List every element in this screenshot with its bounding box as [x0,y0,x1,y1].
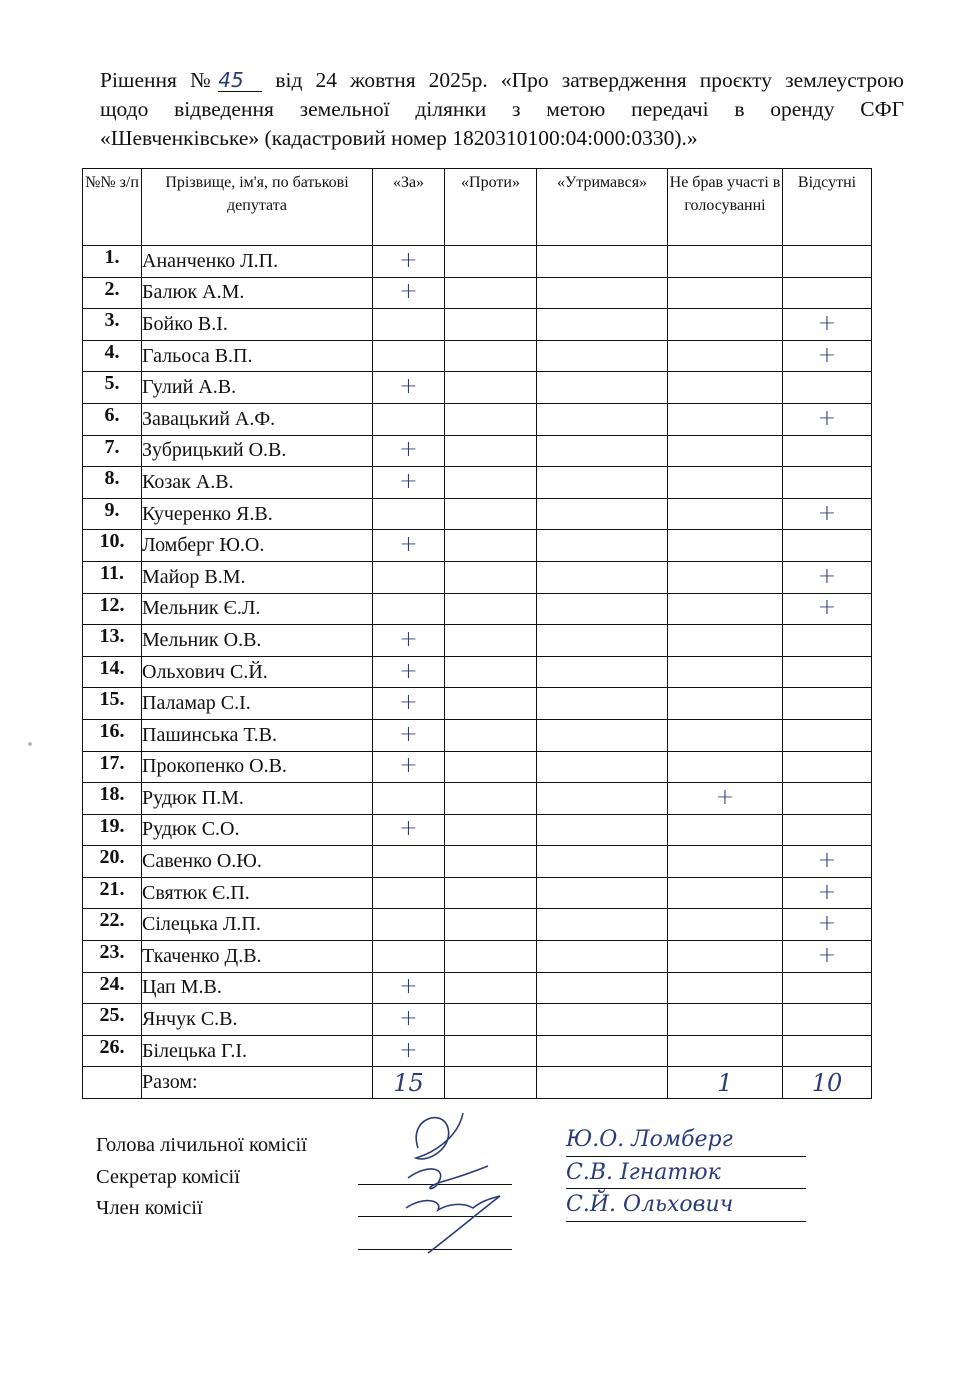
document-header [100,66,904,153]
row-number: 4. [83,340,142,372]
vote-cell-not_voted [668,972,783,1004]
col-header-num: №№ з/п [83,169,142,246]
chair-label: Голова лічильної комісії [96,1134,307,1156]
total-absent: 10 [811,1068,843,1097]
table-body [83,246,872,1067]
vote-mark: + [817,563,837,589]
vote-cell-utrymavsia [537,719,668,751]
vote-cell-proty [445,372,537,404]
row-number: 24. [83,972,142,1004]
table-row [83,277,872,309]
vote-cell-utrymavsia [537,372,668,404]
deputy-name: Мельник Є.Л. [142,593,373,625]
vote-cell-za [373,530,445,562]
row-number: 8. [83,467,142,499]
vote-cell-not_voted [668,593,783,625]
row-number: 21. [83,877,142,909]
vote-cell-proty [445,688,537,720]
table-row [83,814,872,846]
vote-cell-utrymavsia [537,909,668,941]
vote-cell-za [373,972,445,1004]
table-row [83,246,872,278]
col-header-name: Прізвище, ім'я, по батькові депутата [142,169,373,246]
handwritten-signatures [388,1108,528,1258]
vote-cell-proty [445,340,537,372]
vote-cell-proty [445,972,537,1004]
vote-cell-za [373,688,445,720]
vote-cell-not_voted [668,941,783,973]
totals-row [83,1067,872,1099]
vote-cell-utrymavsia [537,814,668,846]
table-row [83,656,872,688]
deputy-name: Рудюк П.М. [142,783,373,815]
table-row [83,688,872,720]
vote-cell-not_voted [668,309,783,341]
deputy-name: Ольхович С.Й. [142,656,373,688]
vote-mark: + [817,405,837,431]
table-row [83,593,872,625]
table-row [83,372,872,404]
vote-cell-absent [783,941,872,973]
table-row [83,1004,872,1036]
vote-cell-utrymavsia [537,403,668,435]
vote-mark: + [817,342,837,368]
vote-cell-proty [445,846,537,878]
vote-cell-utrymavsia [537,656,668,688]
vote-cell-proty [445,909,537,941]
deputy-name: Білецька Г.І. [142,1035,373,1067]
vote-cell-absent [783,340,872,372]
table-row [83,972,872,1004]
vote-cell-not_voted [668,435,783,467]
deputy-name: Янчук С.В. [142,1004,373,1036]
deputy-name: Савенко О.Ю. [142,846,373,878]
row-number: 11. [83,561,142,593]
vote-cell-utrymavsia [537,877,668,909]
vote-cell-not_voted [668,656,783,688]
vote-cell-utrymavsia [537,593,668,625]
vote-cell-utrymavsia [537,972,668,1004]
vote-mark: + [817,911,837,937]
table-row [83,751,872,783]
vote-cell-za [373,593,445,625]
row-number: 9. [83,498,142,530]
deputy-name: Майор В.М. [142,561,373,593]
table-row [83,625,872,657]
vote-cell-absent [783,972,872,1004]
vote-cell-utrymavsia [537,1035,668,1067]
row-number: 18. [83,783,142,815]
vote-cell-absent [783,783,872,815]
row-number: 26. [83,1035,142,1067]
vote-cell-proty [445,246,537,278]
vote-cell-proty [445,309,537,341]
deputy-name: Прокопенко О.В. [142,751,373,783]
vote-mark: + [399,374,418,400]
vote-cell-proty [445,1035,537,1067]
member-label: Член комісії [96,1197,203,1219]
secretary-label: Секретар комісії [96,1165,240,1188]
row-number: 25. [83,1004,142,1036]
vote-cell-absent [783,846,872,878]
row-number: 13. [83,625,142,657]
vote-cell-utrymavsia [537,340,668,372]
decision-number: 45 [218,69,262,92]
row-number: 3. [83,309,142,341]
total-za: 15 [393,1068,424,1097]
vote-cell-not_voted [668,561,783,593]
deputy-name: Рудюк С.О. [142,814,373,846]
vote-cell-absent [783,656,872,688]
header-line-3: «Шевченківське» (кадастровий номер 1820310100:04:000:0330).» [100,126,698,150]
vote-cell-za [373,814,445,846]
vote-cell-not_voted [668,909,783,941]
vote-cell-absent [783,814,872,846]
table-row [83,309,872,341]
vote-mark: + [399,1037,418,1063]
col-header-absent: Відсутні [783,169,872,246]
vote-mark: + [817,879,837,905]
row-number: 7. [83,435,142,467]
vote-cell-absent [783,498,872,530]
vote-mark: + [399,690,418,716]
row-number: 10. [83,530,142,562]
vote-cell-za [373,467,445,499]
vote-cell-proty [445,498,537,530]
vote-cell-not_voted [668,877,783,909]
vote-cell-proty [445,877,537,909]
table-row [83,719,872,751]
vote-cell-not_voted [668,846,783,878]
vote-cell-utrymavsia [537,941,668,973]
vote-cell-absent [783,435,872,467]
vote-cell-za [373,1004,445,1036]
vote-mark: + [399,247,418,273]
vote-cell-za [373,498,445,530]
decision-label: Рішення № [100,68,219,92]
vote-cell-utrymavsia [537,783,668,815]
vote-cell-za [373,561,445,593]
deputy-name: Ткаченко Д.В. [142,941,373,973]
vote-cell-utrymavsia [537,277,668,309]
table-row [83,877,872,909]
col-header-utrymavsia: «Утримався» [537,169,668,246]
vote-cell-not_voted [668,751,783,783]
vote-mark: + [817,500,837,526]
deputy-name: Козак А.В. [142,467,373,499]
vote-cell-za [373,941,445,973]
row-number: 15. [83,688,142,720]
vote-cell-utrymavsia [537,309,668,341]
vote-cell-proty [445,941,537,973]
table-row [83,467,872,499]
table-row [83,1035,872,1067]
vote-cell-utrymavsia [537,467,668,499]
vote-cell-za [373,246,445,278]
table-row [83,909,872,941]
totals-label: Разом: [142,1067,373,1099]
vote-mark: + [715,784,735,810]
secretary-name: С.В. Ігнатюк [566,1157,806,1190]
vote-cell-za [373,372,445,404]
vote-cell-utrymavsia [537,625,668,657]
vote-cell-za [373,1035,445,1067]
header-line-2: щодо відведення земельної ділянки з метою передачі в оренду СФГ [100,97,904,121]
deputy-name: Мельник О.В. [142,625,373,657]
vote-cell-not_voted [668,1035,783,1067]
vote-cell-utrymavsia [537,751,668,783]
vote-cell-proty [445,814,537,846]
vote-cell-not_voted [668,372,783,404]
vote-cell-proty [445,719,537,751]
vote-mark: + [399,816,418,842]
deputy-name: Паламар С.І. [142,688,373,720]
row-number: 19. [83,814,142,846]
totals-empty-cell [83,1067,142,1099]
vote-cell-proty [445,467,537,499]
vote-cell-proty [445,403,537,435]
vote-mark: + [817,595,837,621]
vote-cell-absent [783,403,872,435]
vote-cell-utrymavsia [537,435,668,467]
deputy-name: Гулий А.В. [142,372,373,404]
vote-cell-za [373,309,445,341]
col-header-not-voted: Не брав участі в голосуванні [668,169,783,246]
row-number: 16. [83,719,142,751]
vote-cell-not_voted [668,625,783,657]
vote-cell-proty [445,561,537,593]
col-header-proty: «Проти» [445,169,537,246]
vote-mark: + [399,753,418,779]
vote-cell-absent [783,719,872,751]
deputy-name: Завацький А.Ф. [142,403,373,435]
vote-cell-proty [445,277,537,309]
vote-cell-not_voted [668,498,783,530]
handwritten-names [566,1124,806,1222]
deputy-name: Сілецька Л.П. [142,909,373,941]
voting-table [82,168,872,1099]
vote-mark: + [817,848,837,874]
vote-cell-proty [445,1004,537,1036]
vote-cell-not_voted [668,530,783,562]
vote-mark: + [399,626,418,652]
deputy-name: Гальоса В.П. [142,340,373,372]
commission-block [96,1130,307,1225]
vote-cell-not_voted [668,277,783,309]
row-number: 5. [83,372,142,404]
vote-cell-not_voted [668,814,783,846]
table-row [83,403,872,435]
vote-cell-not_voted [668,688,783,720]
vote-cell-za [373,435,445,467]
vote-cell-za [373,751,445,783]
chair-name: Ю.О. Ломберг [566,1124,806,1157]
vote-cell-proty [445,593,537,625]
table-row [83,941,872,973]
deputy-name: Ананченко Л.П. [142,246,373,278]
vote-cell-absent [783,561,872,593]
vote-cell-absent [783,1004,872,1036]
row-number: 2. [83,277,142,309]
vote-cell-utrymavsia [537,530,668,562]
table-row [83,435,872,467]
vote-cell-not_voted [668,340,783,372]
vote-cell-za [373,656,445,688]
vote-cell-not_voted [668,783,783,815]
vote-cell-absent [783,467,872,499]
vote-mark: + [399,279,418,305]
vote-cell-za [373,277,445,309]
table-header-row [83,169,872,246]
table-row [83,561,872,593]
vote-cell-za [373,783,445,815]
deputy-name: Бойко В.І. [142,309,373,341]
vote-mark: + [399,658,418,684]
vote-cell-not_voted [668,467,783,499]
deputy-name: Ломберг Ю.О. [142,530,373,562]
scan-speck [28,742,32,746]
vote-cell-proty [445,751,537,783]
vote-cell-not_voted [668,719,783,751]
deputy-name: Пашинська Т.В. [142,719,373,751]
member-name: С.Й. Ольхович [566,1189,806,1222]
vote-cell-absent [783,309,872,341]
decision-date-subject: від 24 жовтня 2025р. «Про затвердження проєкту землеустрою [262,68,904,92]
deputy-name: Цап М.В. [142,972,373,1004]
vote-cell-proty [445,656,537,688]
vote-cell-not_voted [668,246,783,278]
vote-cell-proty [445,435,537,467]
row-number: 20. [83,846,142,878]
vote-cell-za [373,340,445,372]
vote-cell-za [373,877,445,909]
vote-cell-absent [783,277,872,309]
header-line-1 [100,66,904,95]
table-row [83,783,872,815]
vote-cell-utrymavsia [537,1004,668,1036]
total-not-voted: 1 [717,1068,733,1097]
deputy-name: Зубрицький О.В. [142,435,373,467]
vote-cell-utrymavsia [537,498,668,530]
vote-cell-za [373,403,445,435]
vote-mark: + [817,942,837,968]
vote-cell-utrymavsia [537,561,668,593]
vote-cell-absent [783,372,872,404]
vote-cell-proty [445,783,537,815]
vote-cell-utrymavsia [537,246,668,278]
row-number: 1. [83,246,142,278]
vote-mark: + [399,468,418,494]
vote-cell-absent [783,625,872,657]
row-number: 12. [83,593,142,625]
vote-cell-absent [783,877,872,909]
deputy-name: Балюк А.М. [142,277,373,309]
vote-cell-za [373,909,445,941]
table-row [83,846,872,878]
vote-cell-za [373,846,445,878]
vote-mark: + [399,721,418,747]
vote-mark: + [817,310,837,336]
vote-cell-absent [783,530,872,562]
col-header-za: «За» [373,169,445,246]
row-number: 17. [83,751,142,783]
vote-cell-proty [445,530,537,562]
vote-mark: + [399,1006,418,1032]
vote-cell-not_voted [668,1004,783,1036]
row-number: 6. [83,403,142,435]
vote-cell-not_voted [668,403,783,435]
vote-cell-absent [783,246,872,278]
vote-cell-utrymavsia [537,846,668,878]
vote-cell-absent [783,909,872,941]
vote-cell-absent [783,1035,872,1067]
vote-cell-za [373,625,445,657]
vote-cell-za [373,719,445,751]
vote-cell-absent [783,751,872,783]
vote-mark: + [399,437,418,463]
deputy-name: Кучеренко Я.В. [142,498,373,530]
vote-mark: + [399,532,418,558]
table-row [83,530,872,562]
deputy-name: Святюк Є.П. [142,877,373,909]
vote-cell-proty [445,625,537,657]
row-number: 23. [83,941,142,973]
vote-cell-utrymavsia [537,688,668,720]
vote-mark: + [399,974,418,1000]
table-row [83,498,872,530]
vote-cell-absent [783,593,872,625]
row-number: 22. [83,909,142,941]
vote-cell-absent [783,688,872,720]
row-number: 14. [83,656,142,688]
table-row [83,340,872,372]
